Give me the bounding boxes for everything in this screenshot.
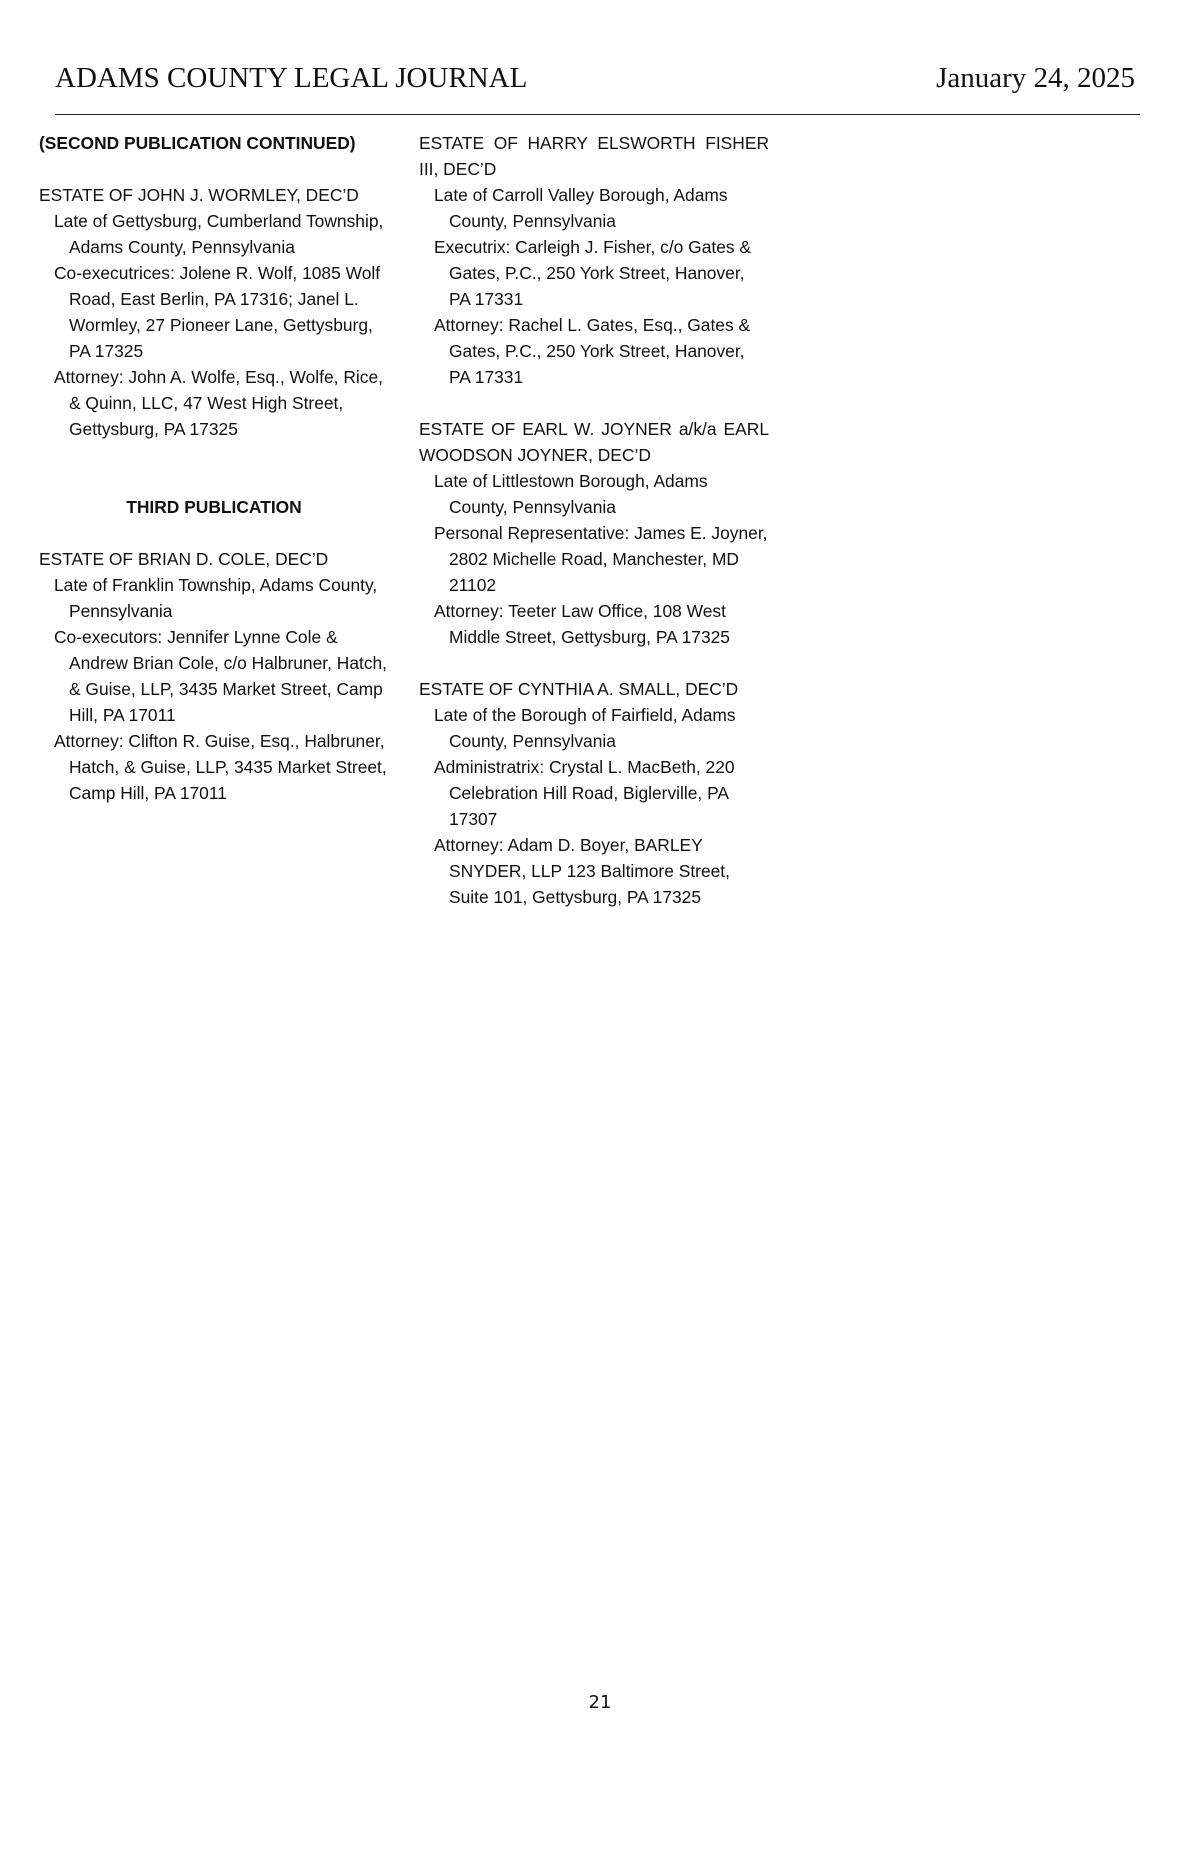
issue-date: January 24, 2025 (936, 62, 1135, 94)
estate-administratrix: Administratrix: Crystal L. MacBeth, 220 Celebration Hill Road, Biglerville, PA 17307 (434, 757, 735, 829)
header-rule (55, 114, 1140, 115)
estate-name: ESTATE OF CYNTHIA A. SMALL, DEC’D (419, 679, 739, 699)
estate-name: ESTATE OF JOHN J. WORMLEY, DEC’D (39, 185, 359, 205)
estate-residence: Late of Gettysburg, Cumberland Township, Adams County, Pennsylvania (54, 211, 384, 257)
estate-attorney: Attorney: John A. Wolfe, Esq., Wolfe, Rice, & Quinn, LLC, 47 West High Street, Gettysburg, PA 17325 (54, 367, 383, 439)
estate-notice-joyner (419, 416, 769, 650)
estate-residence: Late of Carroll Valley Borough, Adams County, Pennsylvania (434, 185, 728, 231)
journal-title: ADAMS COUNTY LEGAL JOURNAL (55, 62, 528, 94)
estate-notice-wormley (39, 182, 389, 442)
estate-notice-cole (39, 546, 389, 806)
section-heading-second-publication-continued: (SECOND PUBLICATION CONTINUED) (39, 133, 356, 153)
estate-residence: Late of the Borough of Fairfield, Adams County, Pennsylvania (434, 705, 736, 751)
estate-personal-representative: Personal Representative: James E. Joyner, 2802 Michelle Road, Manchester, MD 21102 (434, 523, 768, 595)
estate-executrix: Executrix: Carleigh J. Fisher, c/o Gates & Gates, P.C., 250 York Street, Hanover, PA 17331 (434, 237, 752, 309)
estate-notice-fisher (419, 130, 769, 390)
estate-attorney: Attorney: Clifton R. Guise, Esq., Halbruner, Hatch, & Guise, LLP, 3435 Market Street, Camp Hill, PA 17011 (54, 731, 387, 803)
estate-residence: Late of Littlestown Borough, Adams County, Pennsylvania (434, 471, 708, 517)
right-column (419, 130, 769, 910)
estate-attorney: Attorney: Teeter Law Office, 108 West Middle Street, Gettysburg, PA 17325 (434, 601, 730, 647)
page-number: 21 (588, 1692, 612, 1713)
estate-executors: Co-executrices: Jolene R. Wolf, 1085 Wolf Road, East Berlin, PA 17316; Janel L. Wormley, 27 Pioneer Lane, Gettysburg, PA 17325 (54, 263, 381, 361)
estate-name: ESTATE OF EARL W. JOYNER a/k/a EARL WOODSON JOYNER, DEC’D (419, 419, 769, 465)
estate-executors: Co-executors: Jennifer Lynne Cole & Andrew Brian Cole, c/o Halbruner, Hatch, & Guise, LLP, 3435 Market Street, Camp Hill, PA 17011 (54, 627, 388, 725)
estate-name: ESTATE OF BRIAN D. COLE, DEC’D (39, 549, 329, 569)
estate-attorney: Attorney: Adam D. Boyer, BARLEY SNYDER, LLP 123 Baltimore Street, Suite 101, Gettysburg, PA 17325 (434, 835, 730, 907)
estate-attorney: Attorney: Rachel L. Gates, Esq., Gates & Gates, P.C., 250 York Street, Hanover, PA 17331 (434, 315, 751, 387)
page-header (55, 62, 1135, 102)
left-column (39, 130, 389, 806)
section-heading-third-publication: THIRD PUBLICATION (126, 497, 302, 517)
estate-residence: Late of Franklin Township, Adams County, Pennsylvania (54, 575, 378, 621)
estate-name: ESTATE OF HARRY ELSWORTH FISHER III, DEC’D (419, 133, 769, 179)
estate-notice-small (419, 676, 769, 910)
